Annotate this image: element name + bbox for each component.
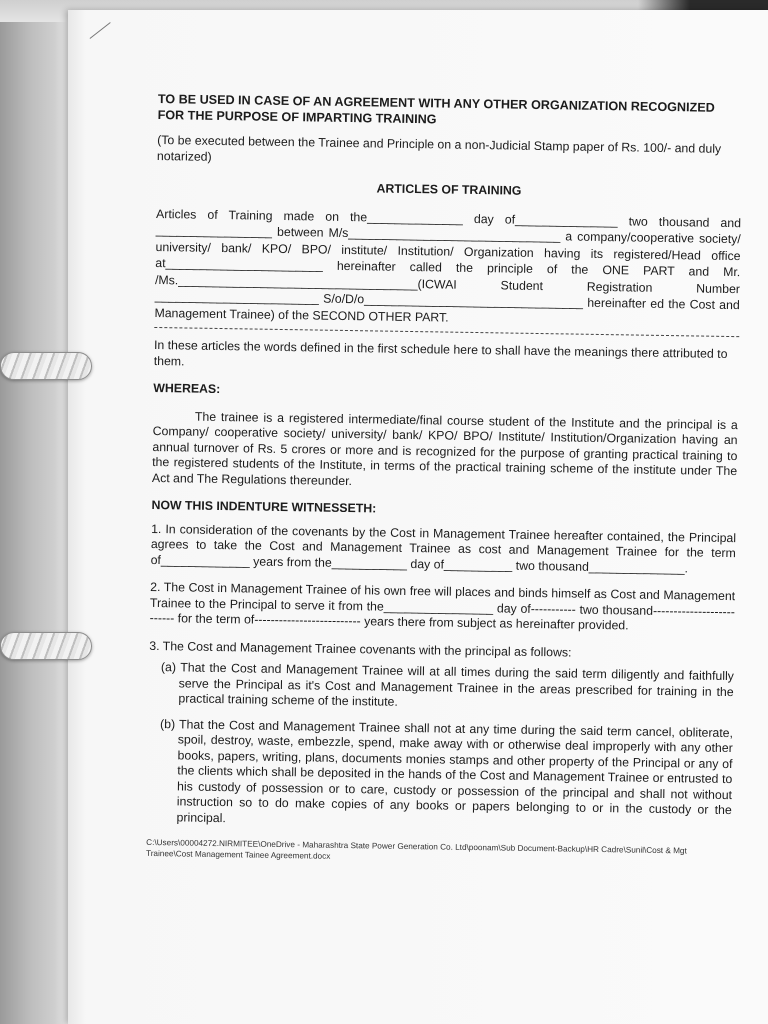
articles-title: ARTICLES OF TRAINING <box>376 181 522 198</box>
document-subheading: (To be executed between the Trainee and Principle on a non-Judicial Stamp paper of Rs. 100/- and duly notarized) <box>156 132 722 164</box>
binder-ring-top <box>0 352 92 380</box>
clause-2: 2. The Cost in Management Trainee of his own free will places and binds himself as Cost and Management Trainee to the Principal to serve it from the________________ day of----------- two thousand-------------------------- for the term of-------------------------- years there from subject as hereinafter provided. <box>149 579 736 633</box>
whereas-paragraph: The trainee is a registered intermediate/final course student of the Institute and the principal is a Company/ cooperative society/ university/ bank/ KPO/ BPO/ Institute/ Institution/Organization having an annual turnover of Rs. 5 crores or more and is recognized for the purpose of granting practical training to the registered students of the Institute, in terms of the practical training scheme of the institute under The Act and The Regulations thereunder. <box>151 409 738 488</box>
clause-3: 3. The Cost and Management Trainee covenants with the principal as follows: <box>149 638 572 660</box>
clause-1: 1. In consideration of the covenants by the Cost in Management Trainee hereafter contained, the Principal agrees to take the Cost and Management Trainee as cost and Management Trainee for the term of_____________ years from the___________ day of__________ two thousand______________. <box>150 521 737 575</box>
binder-ring-bottom <box>0 632 92 660</box>
document-content <box>146 92 743 868</box>
document-heading: TO BE USED IN CASE OF AN AGREEMENT WITH ANY OTHER ORGANIZATION RECOGNIZED FOR THE PURPOSE OF IMPARTING TRAINING <box>157 92 715 126</box>
clause-3b: (b) That the Cost and Management Trainee shall not at any time during the said term cancel, obliterate, spoil, destroy, waste, embezzle, spend, make away with or otherwise deal improperly with any other books, papers, writing, plans, documents monies stamps and other property of the Principal or any of the clients which shall be deposited in the hands of the Cost and Management Trainee or entrusted to his custody of possession or to care, custody or possession of the principal and shall not without instruction so to do make copies of any books or papers belonging to or in the custody or the principal. <box>159 716 734 825</box>
articles-paragraph: Articles of Training made on the______________ day of_______________ two thousand and _________________ between M/s_______________________________ a company/cooperative society/ university/ bank/ KPO/ BPO/ institute/ Institution/ Organization having its registered/Head office at_______________________ hereinafter called the principle of the ONE PART and Mr. /Ms.___________________________________(ICWAI Student Registration Number ________________________ S/o/D/o________________________________ hereinafter ed the Cost and Management Trainee) of the SECOND OTHER PART. <box>154 206 742 325</box>
file-path-footer: C:\Users\00004272.NIRMITEE\OneDrive - Maharashtra State Power Generation Co. Ltd\poonam\Sub Document-Backup\HR Cadre\Sunil\Cost & Mgt Trainee\Cost Management Tainee Agreement.docx <box>145 837 687 861</box>
definitions-paragraph: In these articles the words defined in the first schedule here to shall have the meanings there attributed to them. <box>153 337 728 368</box>
indenture-label: NOW THIS INDENTURE WITNESSETH: <box>151 497 377 516</box>
clause-3a: (a) That the Cost and Management Trainee will at all times during the said term diligently and faithfully serve the Principal as it's Cost and Management Trainee in the areas prescribed for training in the practical training scheme of the institute. <box>160 660 735 709</box>
whereas-label: WHEREAS: <box>153 380 221 397</box>
